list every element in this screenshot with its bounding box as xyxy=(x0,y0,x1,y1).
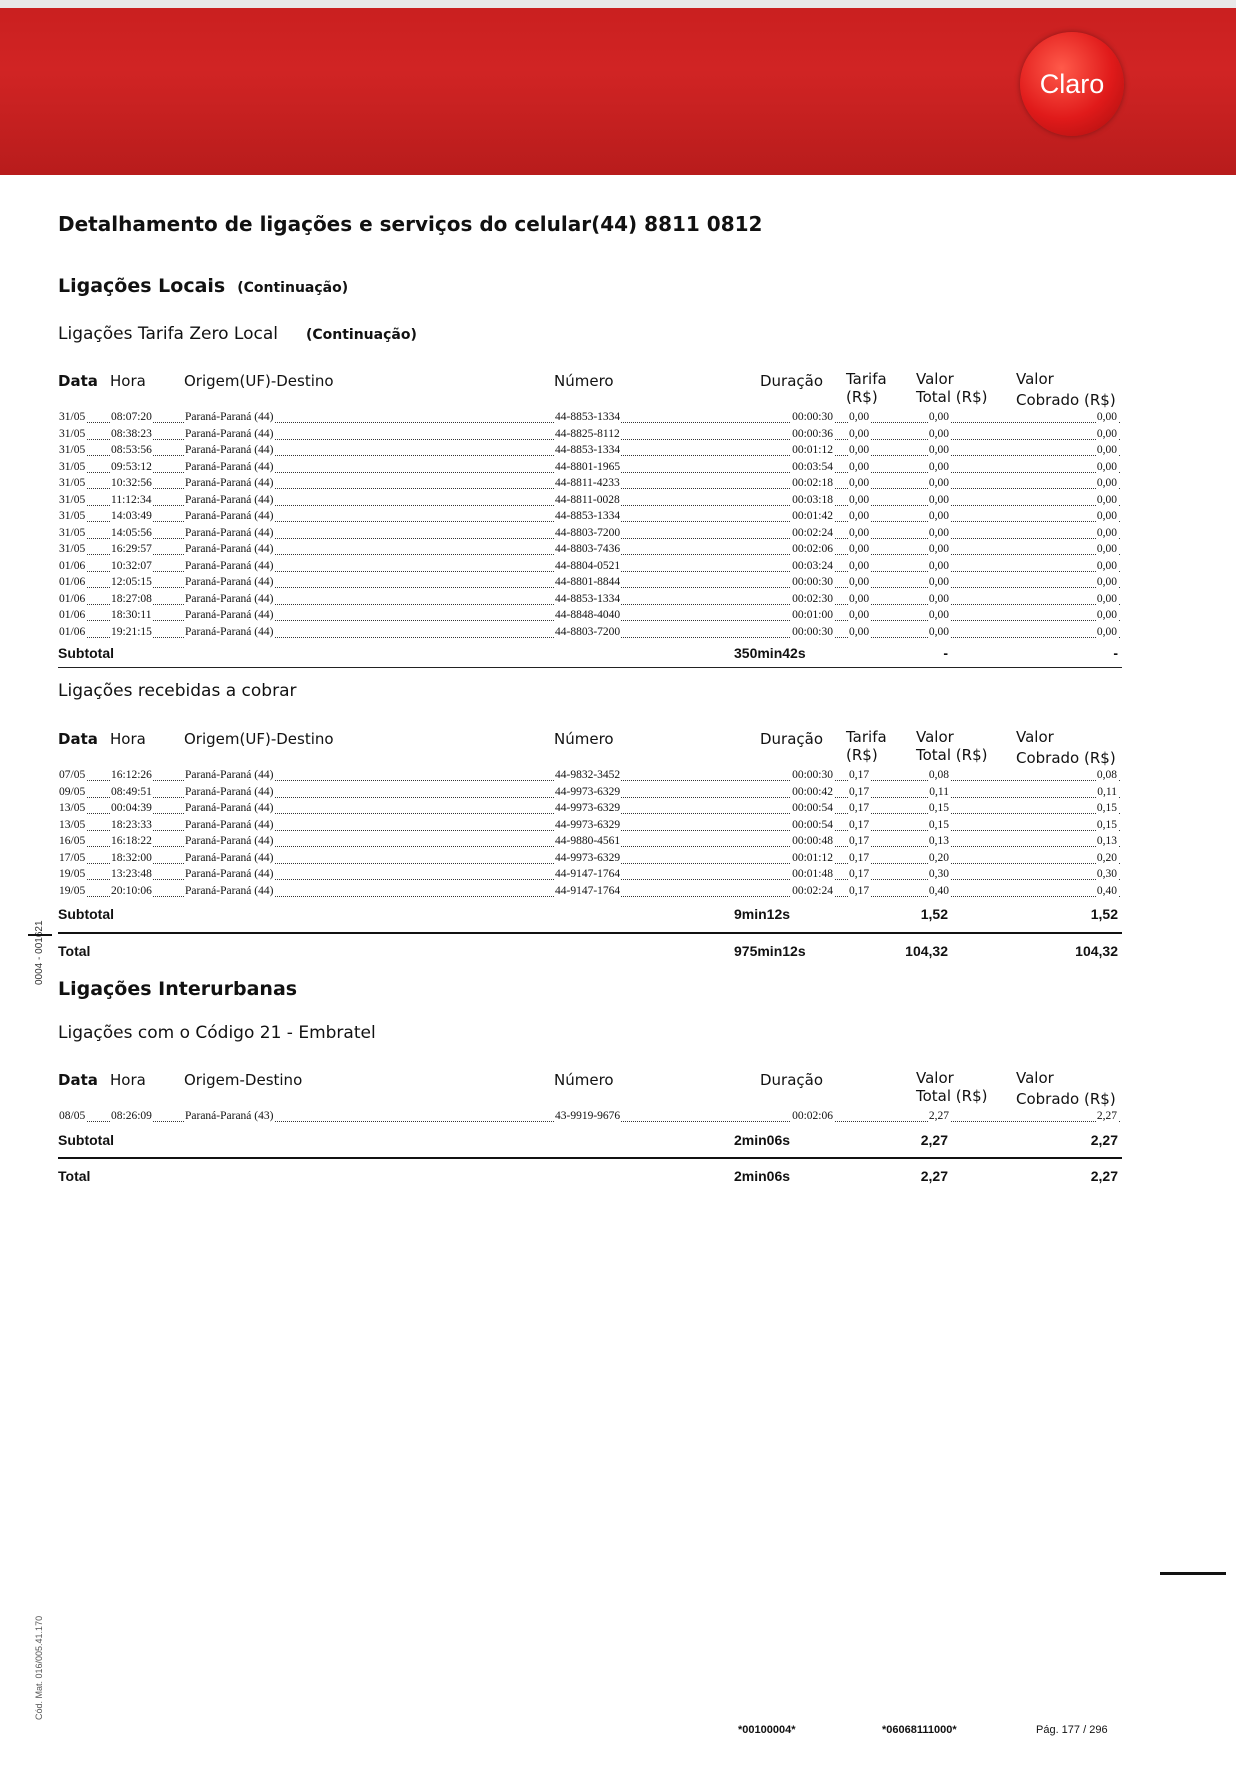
table-row xyxy=(58,427,1120,444)
cell-tarifa: 0,00 xyxy=(849,411,870,423)
cell-duracao: 00:02:18 xyxy=(792,477,833,489)
subtotal-duracao: 350min42s xyxy=(734,645,806,661)
cell-data: 13/05 xyxy=(59,818,86,831)
subtotal-valor-cobrado: 2,27 xyxy=(1090,1132,1118,1148)
cell-duracao: 00:02:06 xyxy=(792,543,833,555)
table-row xyxy=(58,768,1120,785)
cell-data: 19/05 xyxy=(59,884,86,897)
cell-hora: 10:32:56 xyxy=(111,477,152,489)
cell-duracao: 00:03:18 xyxy=(792,493,833,506)
cell-hora: 08:38:23 xyxy=(111,427,152,440)
cell-hora: 16:12:26 xyxy=(111,769,152,781)
cell-numero: 44-8853-1334 xyxy=(555,592,621,605)
table-header-interurbanas xyxy=(58,1069,1120,1109)
cell-valor-cobrado: 0,11 xyxy=(1097,785,1117,798)
cell-valor-total: 2,27 xyxy=(928,1110,949,1122)
cell-hora: 08:07:20 xyxy=(111,411,152,423)
cell-numero: 44-8801-1965 xyxy=(555,460,621,473)
cell-data: 31/05 xyxy=(59,477,86,489)
subsection-title: Ligações Tarifa Zero Local xyxy=(58,324,278,344)
total-valor-total: 104,32 xyxy=(905,943,948,959)
cell-data: 16/05 xyxy=(59,835,86,847)
cell-hora: 14:03:49 xyxy=(111,510,152,522)
col-hora: Hora xyxy=(110,372,146,390)
col-duracao: Duração xyxy=(760,372,824,390)
subtotal-row-recebidas xyxy=(58,906,1120,924)
col-valor-total: Valor Total (R$) xyxy=(916,728,988,764)
col-tarifa: Tarifa (R$) xyxy=(846,728,887,764)
cell-tarifa: 0,17 xyxy=(849,818,870,831)
total-valor-total: 2,27 xyxy=(920,1168,948,1184)
table-row xyxy=(58,785,1120,802)
subtotal-label: Subtotal xyxy=(58,1132,114,1148)
cell-data: 31/05 xyxy=(59,510,86,522)
col-valor-cobrado: Valor Cobrado (R$) xyxy=(1016,1069,1116,1108)
table-body-recebidas xyxy=(58,768,1120,900)
cell-valor-cobrado: 0,00 xyxy=(1096,444,1117,456)
col-valor-total: Valor Total (R$) xyxy=(916,1069,988,1105)
left-margin-mark xyxy=(28,934,52,936)
cell-valor-total: 0,00 xyxy=(928,543,949,555)
table-row xyxy=(58,509,1120,526)
total-label: Total xyxy=(58,1168,91,1184)
cell-duracao: 00:01:42 xyxy=(792,510,833,522)
col-numero: Número xyxy=(554,730,614,748)
cell-valor-cobrado: 0,00 xyxy=(1096,625,1117,638)
cell-numero: 44-8848-4040 xyxy=(555,609,621,621)
table-row xyxy=(58,493,1120,510)
cell-tarifa: 0,00 xyxy=(849,493,870,506)
cell-valor-cobrado: 0,00 xyxy=(1096,592,1117,605)
cell-valor-total: 0,00 xyxy=(928,510,949,522)
section-title: Ligações Locais xyxy=(58,275,226,297)
cell-origem: Paraná-Paraná (44) xyxy=(185,802,274,814)
cell-numero: 44-8853-1334 xyxy=(555,510,621,522)
side-document-code: 0004 - 001621 xyxy=(34,920,45,985)
cell-duracao: 00:00:30 xyxy=(792,769,833,781)
cell-origem: Paraná-Paraná (43) xyxy=(185,1110,274,1122)
cell-valor-cobrado: 2,27 xyxy=(1096,1110,1117,1122)
table-row xyxy=(58,818,1120,835)
cell-tarifa: 0,17 xyxy=(849,851,870,864)
cell-valor-cobrado: 0,00 xyxy=(1096,411,1117,423)
cell-valor-total: 0,00 xyxy=(928,477,949,489)
cell-numero: 44-8804-0521 xyxy=(555,559,621,572)
table-row xyxy=(58,625,1120,642)
cell-origem: Paraná-Paraná (44) xyxy=(185,835,274,847)
subtotal-valor-total: 1,52 xyxy=(920,906,948,922)
cell-data: 31/05 xyxy=(59,444,86,456)
subtotal-label: Subtotal xyxy=(58,906,114,922)
cell-valor-total: 0,00 xyxy=(928,559,949,572)
cell-origem: Paraná-Paraná (44) xyxy=(185,444,274,456)
total-duracao: 975min12s xyxy=(734,943,806,959)
cell-data: 08/05 xyxy=(59,1110,86,1122)
cell-origem: Paraná-Paraná (44) xyxy=(185,576,274,588)
col-duracao: Duração xyxy=(760,1071,824,1089)
cell-numero: 44-8803-7436 xyxy=(555,543,621,555)
cell-numero: 44-8801-8844 xyxy=(555,576,621,588)
table-row xyxy=(58,526,1120,543)
cell-numero: 44-8803-7200 xyxy=(555,526,621,539)
cell-valor-cobrado: 0,00 xyxy=(1096,526,1117,539)
footer-code-2: *06068111000* xyxy=(882,1724,957,1736)
footer-page-number: Pág. 177 / 296 xyxy=(1036,1724,1108,1736)
cell-valor-total: 0,00 xyxy=(928,625,949,638)
subsection-recebidas-a-cobrar: Ligações recebidas a cobrar xyxy=(58,681,297,701)
cell-valor-total: 0,00 xyxy=(928,592,949,605)
cell-tarifa: 0,00 xyxy=(849,526,870,539)
cell-data: 13/05 xyxy=(59,802,86,814)
cell-hora: 18:27:08 xyxy=(111,592,152,605)
cell-tarifa: 0,00 xyxy=(849,625,870,638)
cell-duracao: 00:00:54 xyxy=(792,802,833,814)
subtotal-valor-cobrado: 1,52 xyxy=(1090,906,1118,922)
col-origem: Origem-Destino xyxy=(184,1071,303,1089)
cell-numero: 44-8811-0028 xyxy=(555,493,620,506)
table-header-recebidas xyxy=(58,728,1120,768)
subtotal-duracao: 9min12s xyxy=(734,906,791,922)
subsection-codigo-21: Ligações com o Código 21 - Embratel xyxy=(58,1023,376,1043)
cell-tarifa: 0,17 xyxy=(849,868,870,880)
cell-valor-total: 0,00 xyxy=(928,444,949,456)
col-numero: Número xyxy=(554,372,614,390)
cell-duracao: 00:02:24 xyxy=(792,526,833,539)
table-row xyxy=(58,592,1120,609)
cell-valor-cobrado: 0,00 xyxy=(1096,576,1117,588)
cell-numero: 44-9880-4561 xyxy=(555,835,621,847)
cell-data: 01/06 xyxy=(59,625,86,638)
col-data: Data xyxy=(58,372,98,390)
subtotal-valor-cobrado: - xyxy=(1113,645,1118,661)
cell-origem: Paraná-Paraná (44) xyxy=(185,625,274,638)
cell-hora: 08:26:09 xyxy=(111,1110,152,1122)
cell-hora: 16:18:22 xyxy=(111,835,152,847)
col-hora: Hora xyxy=(110,1071,146,1089)
cell-tarifa: 0,17 xyxy=(849,835,870,847)
cell-numero: 44-9147-1764 xyxy=(555,868,621,880)
cell-hora: 20:10:06 xyxy=(111,884,152,897)
cell-duracao: 00:00:36 xyxy=(792,427,833,440)
cell-duracao: 00:01:12 xyxy=(792,444,833,456)
cell-valor-cobrado: 0,00 xyxy=(1096,510,1117,522)
cell-tarifa: 0,00 xyxy=(849,460,870,473)
divider xyxy=(58,932,1122,934)
table-row xyxy=(58,1109,1120,1126)
table-row xyxy=(58,834,1120,851)
cell-valor-total: 0,00 xyxy=(928,493,949,506)
cell-hora: 08:49:51 xyxy=(111,785,152,798)
table-row xyxy=(58,884,1120,901)
col-valor-total: Valor Total (R$) xyxy=(916,370,988,406)
total-row-locais xyxy=(58,943,1120,961)
cell-numero: 44-8811-4233 xyxy=(555,477,620,489)
table-row xyxy=(58,559,1120,576)
table-row xyxy=(58,410,1120,427)
cell-data: 01/06 xyxy=(59,609,86,621)
claro-logo xyxy=(1020,32,1124,136)
cell-hora: 18:30:11 xyxy=(111,609,152,621)
cell-hora: 18:32:00 xyxy=(111,851,152,864)
claro-logo-text: Claro xyxy=(1039,68,1105,99)
cell-hora: 10:32:07 xyxy=(111,559,152,572)
cell-origem: Paraná-Paraná (44) xyxy=(185,592,274,605)
cell-hora: 12:05:15 xyxy=(111,576,152,588)
continuation-label: (Continuação) xyxy=(237,280,349,296)
cell-origem: Paraná-Paraná (44) xyxy=(185,851,274,864)
cell-valor-cobrado: 0,00 xyxy=(1096,609,1117,621)
cell-origem: Paraná-Paraná (44) xyxy=(185,785,274,798)
footer-code-1: *00100004* xyxy=(738,1724,796,1736)
cell-duracao: 00:00:30 xyxy=(792,576,833,588)
cell-numero: 44-8853-1334 xyxy=(555,411,621,423)
cell-numero: 44-9832-3452 xyxy=(555,769,621,781)
total-label: Total xyxy=(58,943,91,959)
cell-data: 31/05 xyxy=(59,493,86,506)
total-duracao: 2min06s xyxy=(734,1168,791,1184)
cell-hora: 18:23:33 xyxy=(111,818,152,831)
cell-numero: 44-9147-1764 xyxy=(555,884,621,897)
cell-tarifa: 0,00 xyxy=(849,609,870,621)
side-material-code: Cód. Mat. 016/005.41.170 xyxy=(34,1615,44,1720)
cell-data: 01/06 xyxy=(59,576,86,588)
cell-duracao: 00:01:12 xyxy=(792,851,833,864)
cell-origem: Paraná-Paraná (44) xyxy=(185,427,274,440)
continuation-label: (Continuação) xyxy=(305,327,417,343)
cell-valor-total: 0,15 xyxy=(928,818,949,831)
cell-valor-total: 0,00 xyxy=(928,576,949,588)
cell-tarifa: 0,00 xyxy=(849,559,870,572)
cell-hora: 00:04:39 xyxy=(111,802,152,814)
table-row xyxy=(58,542,1120,559)
subtotal-label: Subtotal xyxy=(58,645,114,661)
col-hora: Hora xyxy=(110,730,146,748)
cell-valor-cobrado: 0,00 xyxy=(1096,543,1117,555)
header-band xyxy=(0,0,1236,175)
cell-valor-cobrado: 0,15 xyxy=(1096,802,1117,814)
cell-tarifa: 0,00 xyxy=(849,592,870,605)
cell-valor-cobrado: 0,08 xyxy=(1096,769,1117,781)
cell-duracao: 00:02:06 xyxy=(792,1110,833,1122)
cell-tarifa: 0,17 xyxy=(849,785,870,798)
section-ligacoes-interurbanas: Ligações Interurbanas xyxy=(58,978,298,1000)
cell-duracao: 00:02:30 xyxy=(792,592,833,605)
cell-data: 01/06 xyxy=(59,592,86,605)
divider xyxy=(58,1157,1122,1159)
cell-valor-total: 0,00 xyxy=(928,411,949,423)
col-origem: Origem(UF)-Destino xyxy=(184,730,334,748)
table-row xyxy=(58,460,1120,477)
cell-tarifa: 0,00 xyxy=(849,477,870,489)
subtotal-valor-total: 2,27 xyxy=(920,1132,948,1148)
cell-data: 09/05 xyxy=(59,785,86,798)
section-ligacoes-locais xyxy=(58,275,348,297)
cell-data: 19/05 xyxy=(59,868,86,880)
table-row xyxy=(58,443,1120,460)
cell-hora: 11:12:34 xyxy=(111,493,152,506)
cell-valor-cobrado: 0,00 xyxy=(1096,559,1117,572)
cell-tarifa: 0,17 xyxy=(849,884,870,897)
cell-data: 31/05 xyxy=(59,526,86,539)
right-margin-mark xyxy=(1160,1572,1226,1575)
col-data: Data xyxy=(58,730,98,748)
cell-valor-total: 0,40 xyxy=(928,884,949,897)
table-header-tarifa-zero xyxy=(58,370,1120,410)
col-valor-cobrado: Valor Cobrado (R$) xyxy=(1016,370,1116,409)
subtotal-row-interurbanas xyxy=(58,1132,1120,1150)
cell-valor-total: 0,00 xyxy=(928,526,949,539)
cell-valor-cobrado: 0,20 xyxy=(1096,851,1117,864)
cell-valor-total: 0,00 xyxy=(928,427,949,440)
cell-valor-total: 0,15 xyxy=(928,802,949,814)
cell-data: 31/05 xyxy=(59,543,86,555)
cell-numero: 44-8825-8112 xyxy=(555,427,620,440)
table-row xyxy=(58,608,1120,625)
cell-valor-total: 0,13 xyxy=(928,835,949,847)
table-row xyxy=(58,801,1120,818)
cell-valor-total: 0,00 xyxy=(928,609,949,621)
header-topline xyxy=(0,0,1236,8)
cell-duracao: 00:00:30 xyxy=(792,411,833,423)
cell-data: 17/05 xyxy=(59,851,86,864)
cell-duracao: 00:00:54 xyxy=(792,818,833,831)
cell-data: 31/05 xyxy=(59,460,86,473)
cell-hora: 08:53:56 xyxy=(111,444,152,456)
cell-data: 07/05 xyxy=(59,769,86,781)
divider xyxy=(58,667,1122,668)
cell-tarifa: 0,00 xyxy=(849,510,870,522)
table-body-interurbanas xyxy=(58,1109,1120,1126)
cell-numero: 44-9973-6329 xyxy=(555,802,621,814)
col-numero: Número xyxy=(554,1071,614,1089)
cell-duracao: 00:00:42 xyxy=(792,785,833,798)
cell-numero: 44-9973-6329 xyxy=(555,818,621,831)
cell-duracao: 00:01:48 xyxy=(792,868,833,880)
cell-valor-total: 0,08 xyxy=(928,769,949,781)
cell-origem: Paraná-Paraná (44) xyxy=(185,543,274,555)
cell-numero: 44-9973-6329 xyxy=(555,785,621,798)
col-origem: Origem(UF)-Destino xyxy=(184,372,334,390)
cell-origem: Paraná-Paraná (44) xyxy=(185,477,274,489)
col-data: Data xyxy=(58,1071,98,1089)
cell-data: 31/05 xyxy=(59,411,86,423)
cell-origem: Paraná-Paraná (44) xyxy=(185,510,274,522)
subtotal-row-tarifa-zero xyxy=(58,645,1120,663)
cell-hora: 14:05:56 xyxy=(111,526,152,539)
cell-duracao: 00:01:00 xyxy=(792,609,833,621)
total-valor-cobrado: 2,27 xyxy=(1090,1168,1118,1184)
cell-duracao: 00:00:30 xyxy=(792,625,833,638)
col-duracao: Duração xyxy=(760,730,824,748)
table-row xyxy=(58,575,1120,592)
cell-valor-cobrado: 0,00 xyxy=(1096,493,1117,506)
total-row-interurbanas xyxy=(58,1168,1120,1186)
cell-valor-cobrado: 0,13 xyxy=(1096,835,1117,847)
cell-hora: 16:29:57 xyxy=(111,543,152,555)
cell-tarifa: 0,17 xyxy=(849,802,870,814)
cell-valor-cobrado: 0,40 xyxy=(1096,884,1117,897)
cell-duracao: 00:00:48 xyxy=(792,835,833,847)
cell-origem: Paraná-Paraná (44) xyxy=(185,460,274,473)
cell-tarifa: 0,00 xyxy=(849,576,870,588)
cell-origem: Paraná-Paraná (44) xyxy=(185,493,274,506)
cell-valor-cobrado: 0,30 xyxy=(1096,868,1117,880)
cell-origem: Paraná-Paraná (44) xyxy=(185,609,274,621)
subtotal-duracao: 2min06s xyxy=(734,1132,791,1148)
subtotal-valor-total: - xyxy=(943,645,948,661)
table-row xyxy=(58,867,1120,884)
cell-valor-cobrado: 0,00 xyxy=(1096,427,1117,440)
cell-data: 31/05 xyxy=(59,427,86,440)
subsection-tarifa-zero xyxy=(58,324,417,344)
cell-numero: 44-8803-7200 xyxy=(555,625,621,638)
cell-tarifa: 0,00 xyxy=(849,543,870,555)
cell-hora: 19:21:15 xyxy=(111,625,152,638)
cell-origem: Paraná-Paraná (44) xyxy=(185,868,274,880)
col-tarifa: Tarifa (R$) xyxy=(846,370,887,406)
cell-data: 01/06 xyxy=(59,559,86,572)
cell-hora: 09:53:12 xyxy=(111,460,152,473)
cell-valor-cobrado: 0,00 xyxy=(1096,460,1117,473)
cell-duracao: 00:03:54 xyxy=(792,460,833,473)
cell-valor-cobrado: 0,00 xyxy=(1096,477,1117,489)
table-row xyxy=(58,476,1120,493)
cell-tarifa: 0,00 xyxy=(849,444,870,456)
total-valor-cobrado: 104,32 xyxy=(1075,943,1118,959)
cell-valor-cobrado: 0,15 xyxy=(1096,818,1117,831)
cell-duracao: 00:02:24 xyxy=(792,884,833,897)
cell-valor-total: 0,30 xyxy=(928,868,949,880)
cell-origem: Paraná-Paraná (44) xyxy=(185,769,274,781)
page-title: Detalhamento de ligações e serviços do celular(44) 8811 0812 xyxy=(58,212,763,236)
cell-valor-total: 0,20 xyxy=(928,851,949,864)
cell-numero: 44-8853-1334 xyxy=(555,444,621,456)
table-body-tarifa-zero xyxy=(58,410,1120,641)
cell-origem: Paraná-Paraná (44) xyxy=(185,884,274,897)
col-valor-cobrado: Valor Cobrado (R$) xyxy=(1016,728,1116,767)
cell-duracao: 00:03:24 xyxy=(792,559,833,572)
cell-origem: Paraná-Paraná (44) xyxy=(185,411,274,423)
table-row xyxy=(58,851,1120,868)
cell-hora: 13:23:48 xyxy=(111,868,152,880)
cell-valor-total: 0,00 xyxy=(928,460,949,473)
cell-valor-total: 0,11 xyxy=(929,785,949,798)
cell-origem: Paraná-Paraná (44) xyxy=(185,818,274,831)
cell-numero: 43-9919-9676 xyxy=(555,1110,621,1122)
cell-tarifa: 0,17 xyxy=(849,769,870,781)
cell-origem: Paraná-Paraná (44) xyxy=(185,559,274,572)
cell-numero: 44-9973-6329 xyxy=(555,851,621,864)
cell-tarifa: 0,00 xyxy=(849,427,870,440)
cell-origem: Paraná-Paraná (44) xyxy=(185,526,274,539)
